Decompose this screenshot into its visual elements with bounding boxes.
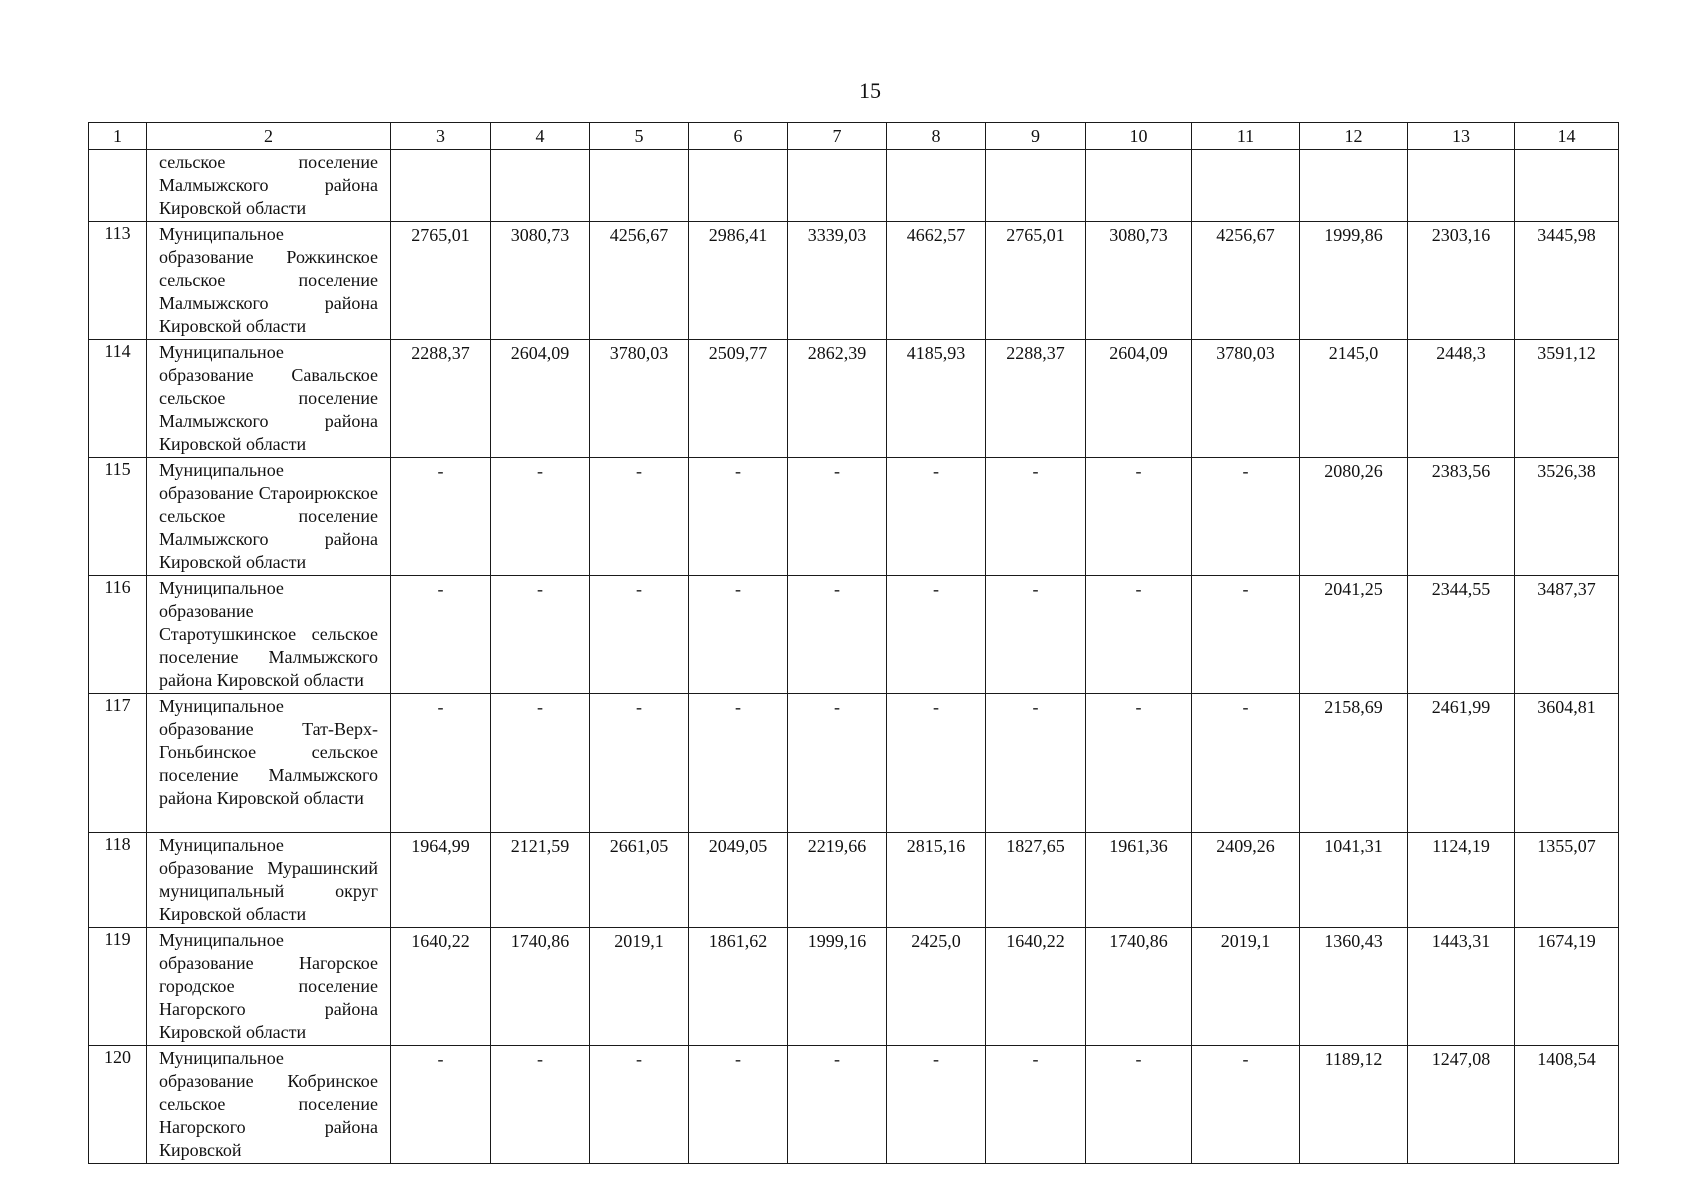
value-cell: - xyxy=(1192,458,1300,576)
value-cell: 1124,19 xyxy=(1408,833,1515,928)
value-cell: 1740,86 xyxy=(491,928,590,1046)
row-number: 116 xyxy=(89,576,147,694)
header-cell: 7 xyxy=(788,123,887,150)
value-cell xyxy=(1192,150,1300,222)
value-cell: - xyxy=(491,694,590,833)
value-cell: 2409,26 xyxy=(1192,833,1300,928)
municipality-name: Муниципальное образование Тат-Верх-Гоньбинское сельское поселение Малмыжского района Кировской области xyxy=(147,694,391,833)
value-cell: - xyxy=(590,1046,689,1164)
value-cell: - xyxy=(1086,694,1192,833)
value-cell: 2461,99 xyxy=(1408,694,1515,833)
value-cell: - xyxy=(887,694,986,833)
value-cell: - xyxy=(788,694,887,833)
value-cell: 2080,26 xyxy=(1300,458,1408,576)
value-cell: - xyxy=(391,694,491,833)
value-cell: - xyxy=(788,1046,887,1164)
value-cell xyxy=(788,150,887,222)
page-number: 15 xyxy=(859,78,881,103)
header-cell: 11 xyxy=(1192,123,1300,150)
value-cell: - xyxy=(1086,458,1192,576)
value-cell xyxy=(590,150,689,222)
value-cell: 2986,41 xyxy=(689,222,788,340)
value-cell: - xyxy=(887,576,986,694)
value-cell: - xyxy=(1192,576,1300,694)
header-cell: 10 xyxy=(1086,123,1192,150)
value-cell: 1999,16 xyxy=(788,928,887,1046)
value-cell xyxy=(887,150,986,222)
value-cell: - xyxy=(689,1046,788,1164)
value-cell: 2303,16 xyxy=(1408,222,1515,340)
value-cell: 2219,66 xyxy=(788,833,887,928)
value-cell: 2019,1 xyxy=(1192,928,1300,1046)
value-cell: 2425,0 xyxy=(887,928,986,1046)
value-cell: 2288,37 xyxy=(391,340,491,458)
row-number: 118 xyxy=(89,833,147,928)
value-cell: 1355,07 xyxy=(1515,833,1619,928)
value-cell: 3339,03 xyxy=(788,222,887,340)
value-cell: 1827,65 xyxy=(986,833,1086,928)
value-cell: 1740,86 xyxy=(1086,928,1192,1046)
value-cell: 3445,98 xyxy=(1515,222,1619,340)
value-cell: 2158,69 xyxy=(1300,694,1408,833)
value-cell: - xyxy=(986,576,1086,694)
value-cell: 1964,99 xyxy=(391,833,491,928)
value-cell: 1247,08 xyxy=(1408,1046,1515,1164)
table-row xyxy=(89,150,1619,222)
value-cell: 2765,01 xyxy=(986,222,1086,340)
value-cell: - xyxy=(590,458,689,576)
header-cell: 4 xyxy=(491,123,590,150)
value-cell: 1961,36 xyxy=(1086,833,1192,928)
value-cell: 1189,12 xyxy=(1300,1046,1408,1164)
value-cell: 2815,16 xyxy=(887,833,986,928)
value-cell: - xyxy=(491,458,590,576)
header-cell: 5 xyxy=(590,123,689,150)
value-cell: - xyxy=(887,458,986,576)
table-body xyxy=(89,123,1619,1164)
row-number: 115 xyxy=(89,458,147,576)
value-cell: - xyxy=(590,576,689,694)
row-number: 120 xyxy=(89,1046,147,1164)
value-cell: - xyxy=(689,576,788,694)
value-cell xyxy=(689,150,788,222)
municipality-name: Муниципальное образование Кобринское сельское поселение Нагорского района Кировской xyxy=(147,1046,391,1164)
value-cell: 2288,37 xyxy=(986,340,1086,458)
row-number: 114 xyxy=(89,340,147,458)
value-cell: 2121,59 xyxy=(491,833,590,928)
value-cell: 3080,73 xyxy=(491,222,590,340)
value-cell: 1041,31 xyxy=(1300,833,1408,928)
value-cell: - xyxy=(689,694,788,833)
municipality-name: Муниципальное образование Нагорское городское поселение Нагорского района Кировской области xyxy=(147,928,391,1046)
value-cell: 1640,22 xyxy=(986,928,1086,1046)
table-row xyxy=(89,1046,1619,1164)
table-row xyxy=(89,928,1619,1046)
value-cell: 2661,05 xyxy=(590,833,689,928)
table-row xyxy=(89,458,1619,576)
value-cell: - xyxy=(1192,694,1300,833)
tariff-table xyxy=(88,122,1619,1164)
value-cell: - xyxy=(986,694,1086,833)
header-cell: 13 xyxy=(1408,123,1515,150)
value-cell: 3780,03 xyxy=(590,340,689,458)
value-cell: 4256,67 xyxy=(590,222,689,340)
value-cell: 1999,86 xyxy=(1300,222,1408,340)
value-cell: - xyxy=(788,576,887,694)
value-cell: 1443,31 xyxy=(1408,928,1515,1046)
value-cell: - xyxy=(1192,1046,1300,1164)
table-row xyxy=(89,833,1619,928)
value-cell: 2862,39 xyxy=(788,340,887,458)
value-cell: 1640,22 xyxy=(391,928,491,1046)
header-cell: 2 xyxy=(147,123,391,150)
value-cell: 1408,54 xyxy=(1515,1046,1619,1164)
value-cell: 2019,1 xyxy=(590,928,689,1046)
value-cell: 2765,01 xyxy=(391,222,491,340)
value-cell: 3604,81 xyxy=(1515,694,1619,833)
value-cell: 2448,3 xyxy=(1408,340,1515,458)
value-cell: - xyxy=(1086,576,1192,694)
value-cell: - xyxy=(986,458,1086,576)
value-cell: 2383,56 xyxy=(1408,458,1515,576)
table-row xyxy=(89,340,1619,458)
header-cell: 1 xyxy=(89,123,147,150)
municipality-name: сельское поселение Малмыжского района Кировской области xyxy=(147,150,391,222)
municipality-name: Муниципальное образование Рожкинское сельское поселение Малмыжского района Кировской области xyxy=(147,222,391,340)
header-cell: 12 xyxy=(1300,123,1408,150)
header-cell: 3 xyxy=(391,123,491,150)
row-number: 113 xyxy=(89,222,147,340)
table-row xyxy=(89,576,1619,694)
value-cell xyxy=(1300,150,1408,222)
value-cell xyxy=(491,150,590,222)
value-cell: - xyxy=(491,1046,590,1164)
value-cell: - xyxy=(590,694,689,833)
value-cell xyxy=(986,150,1086,222)
value-cell: 2509,77 xyxy=(689,340,788,458)
value-cell: - xyxy=(788,458,887,576)
table-row xyxy=(89,694,1619,833)
row-number: 119 xyxy=(89,928,147,1046)
value-cell: - xyxy=(689,458,788,576)
value-cell: 1861,62 xyxy=(689,928,788,1046)
value-cell xyxy=(1086,150,1192,222)
value-cell: 3080,73 xyxy=(1086,222,1192,340)
value-cell: 1674,19 xyxy=(1515,928,1619,1046)
value-cell: 2604,09 xyxy=(491,340,590,458)
municipality-name: Муниципальное образование Мурашинский муниципальный округ Кировской области xyxy=(147,833,391,928)
municipality-name: Муниципальное образование Староирюкское сельское поселение Малмыжского района Кировской области xyxy=(147,458,391,576)
value-cell: - xyxy=(986,1046,1086,1164)
header-cell: 9 xyxy=(986,123,1086,150)
value-cell: 3487,37 xyxy=(1515,576,1619,694)
value-cell: - xyxy=(391,1046,491,1164)
value-cell: 3780,03 xyxy=(1192,340,1300,458)
value-cell: - xyxy=(391,458,491,576)
value-cell: 2344,55 xyxy=(1408,576,1515,694)
value-cell: - xyxy=(391,576,491,694)
table-row xyxy=(89,222,1619,340)
value-cell xyxy=(391,150,491,222)
value-cell: 2145,0 xyxy=(1300,340,1408,458)
value-cell: 4185,93 xyxy=(887,340,986,458)
header-cell: 14 xyxy=(1515,123,1619,150)
row-number xyxy=(89,150,147,222)
value-cell xyxy=(1408,150,1515,222)
value-cell: 3591,12 xyxy=(1515,340,1619,458)
value-cell: - xyxy=(491,576,590,694)
value-cell: - xyxy=(887,1046,986,1164)
municipality-name: Муниципальное образование Старотушкинское сельское поселение Малмыжского района Кировской области xyxy=(147,576,391,694)
value-cell: 4662,57 xyxy=(887,222,986,340)
value-cell xyxy=(1515,150,1619,222)
value-cell: 3526,38 xyxy=(1515,458,1619,576)
value-cell: 2049,05 xyxy=(689,833,788,928)
value-cell: 2041,25 xyxy=(1300,576,1408,694)
header-cell: 6 xyxy=(689,123,788,150)
value-cell: 4256,67 xyxy=(1192,222,1300,340)
header-row xyxy=(89,123,1619,150)
header-cell: 8 xyxy=(887,123,986,150)
municipality-name: Муниципальное образование Савальское сельское поселение Малмыжского района Кировской области xyxy=(147,340,391,458)
value-cell: 2604,09 xyxy=(1086,340,1192,458)
value-cell: - xyxy=(1086,1046,1192,1164)
row-number: 117 xyxy=(89,694,147,833)
value-cell: 1360,43 xyxy=(1300,928,1408,1046)
